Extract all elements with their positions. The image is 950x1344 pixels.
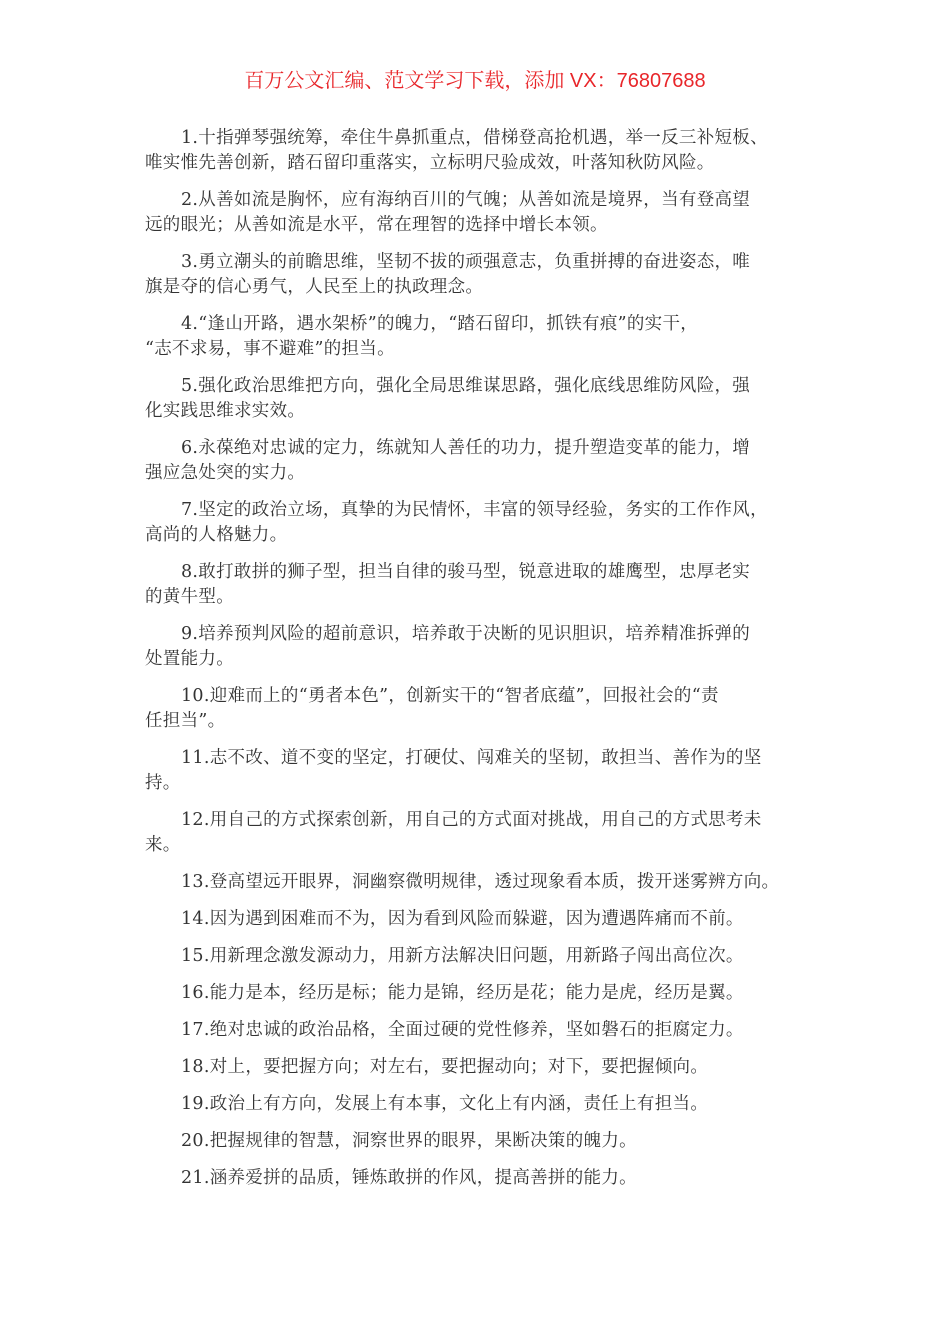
- list-item-line: 19.政治上有方向，发展上有本事，文化上有内涵，责任上有担当。: [181, 1094, 709, 1114]
- list-item-line: 7.坚定的政治立场，真挚的为民情怀，丰富的领导经验，务实的工作作风，: [181, 500, 768, 520]
- watermark-header: 百万公文汇编、范文学习下载，添加 VX：76807688: [244, 70, 706, 92]
- list-item-line: 高尚的人格魅力。: [145, 525, 288, 545]
- document-body: [145, 126, 817, 1203]
- list-item: [145, 312, 817, 362]
- list-item-line: 处置能力。: [145, 649, 234, 669]
- list-item: [145, 498, 817, 548]
- list-item-line: 11.志不改、道不变的坚定，打硬仗、闯难关的坚韧，敢担当、善作为的坚: [181, 748, 762, 768]
- list-item-line: 15.用新理念激发源动力，用新方法解决旧问题，用新路子闯出高位次。: [181, 946, 744, 966]
- list-item: [145, 684, 817, 734]
- list-item-line: 持。: [145, 773, 181, 793]
- list-item-line: 任担当”。: [145, 711, 226, 731]
- list-item-line: 远的眼光；从善如流是水平，常在理智的选择中增长本领。: [145, 215, 608, 235]
- list-item: [145, 188, 817, 238]
- list-item-line: 1.十指弹琴强统筹，牵住牛鼻抓重点，借梯登高抢机遇，举一反三补短板、: [181, 128, 768, 148]
- list-item-line: 3.勇立潮头的前瞻思维，坚韧不拔的顽强意志，负重拼搏的奋进姿态，唯: [181, 252, 751, 272]
- list-item-line: 化实践思维求实效。: [145, 401, 306, 421]
- list-item: [145, 622, 817, 672]
- list-item-line: 5.强化政治思维把方向，强化全局思维谋思路，强化底线思维防风险，强: [181, 376, 751, 396]
- list-item: [145, 981, 817, 1006]
- list-item-line: 6.永葆绝对忠诚的定力，练就知人善任的功力，提升塑造变革的能力，增: [181, 438, 751, 458]
- list-item: [145, 907, 817, 932]
- list-item: [145, 808, 817, 858]
- list-item: [145, 1129, 817, 1154]
- list-item-line: 强应急处突的实力。: [145, 463, 306, 483]
- list-item-line: 2.从善如流是胸怀，应有海纳百川的气魄；从善如流是境界，当有登高望: [181, 190, 751, 210]
- list-item-line: 唯实惟先善创新，踏石留印重落实，立标明尺验成效，叶落知秋防风险。: [145, 153, 715, 173]
- list-item: [145, 1166, 817, 1191]
- list-item-line: 16.能力是本，经历是标；能力是锦，经历是花；能力是虎，经历是翼。: [181, 983, 744, 1003]
- list-item-line: 17.绝对忠诚的政治品格，全面过硬的党性修养，坚如磐石的拒腐定力。: [181, 1020, 744, 1040]
- list-item: [145, 250, 817, 300]
- list-item: [145, 1018, 817, 1043]
- list-item: [145, 560, 817, 610]
- list-item-line: 10.迎难而上的“勇者本色”，创新实干的“智者底蕴”，回报社会的“责: [181, 686, 719, 706]
- list-item-line: 14.因为遇到困难而不为，因为看到风险而躲避，因为遭遇阵痛而不前。: [181, 909, 744, 929]
- list-item-line: 18.对上，要把握方向；对左右，要把握动向；对下，要把握倾向。: [181, 1057, 709, 1077]
- list-item: [145, 374, 817, 424]
- list-item-line: 20.把握规律的智慧，洞察世界的眼界，果断决策的魄力。: [181, 1131, 637, 1151]
- list-item-line: “志不求易，事不避难”的担当。: [145, 339, 395, 359]
- list-item: [145, 870, 817, 895]
- list-item-line: 4.“逢山开路，遇水架桥”的魄力，“踏石留印，抓铁有痕”的实干，: [181, 314, 699, 334]
- list-item-line: 旗是夺的信心勇气，人民至上的执政理念。: [145, 277, 484, 297]
- list-item: [145, 746, 817, 796]
- list-item-line: 21.涵养爱拼的品质，锤炼敢拼的作风，提高善拼的能力。: [181, 1168, 637, 1188]
- list-item-line: 9.培养预判风险的超前意识，培养敢于决断的见识胆识，培养精准拆弹的: [181, 624, 751, 644]
- list-item: [145, 1055, 817, 1080]
- list-item-line: 8.敢打敢拼的狮子型，担当自律的骏马型，锐意进取的雄鹰型，忠厚老实: [181, 562, 751, 582]
- list-item-line: 12.用自己的方式探索创新，用自己的方式面对挑战，用自己的方式思考未: [181, 810, 762, 830]
- list-item-line: 的黄牛型。: [145, 587, 234, 607]
- list-item-line: 13.登高望远开眼界，洞幽察微明规律，透过现象看本质，拨开迷雾辨方向。: [181, 872, 780, 892]
- list-item: [145, 126, 817, 176]
- list-item: [145, 436, 817, 486]
- list-item-line: 来。: [145, 835, 181, 855]
- list-item: [145, 944, 817, 969]
- list-item: [145, 1092, 817, 1117]
